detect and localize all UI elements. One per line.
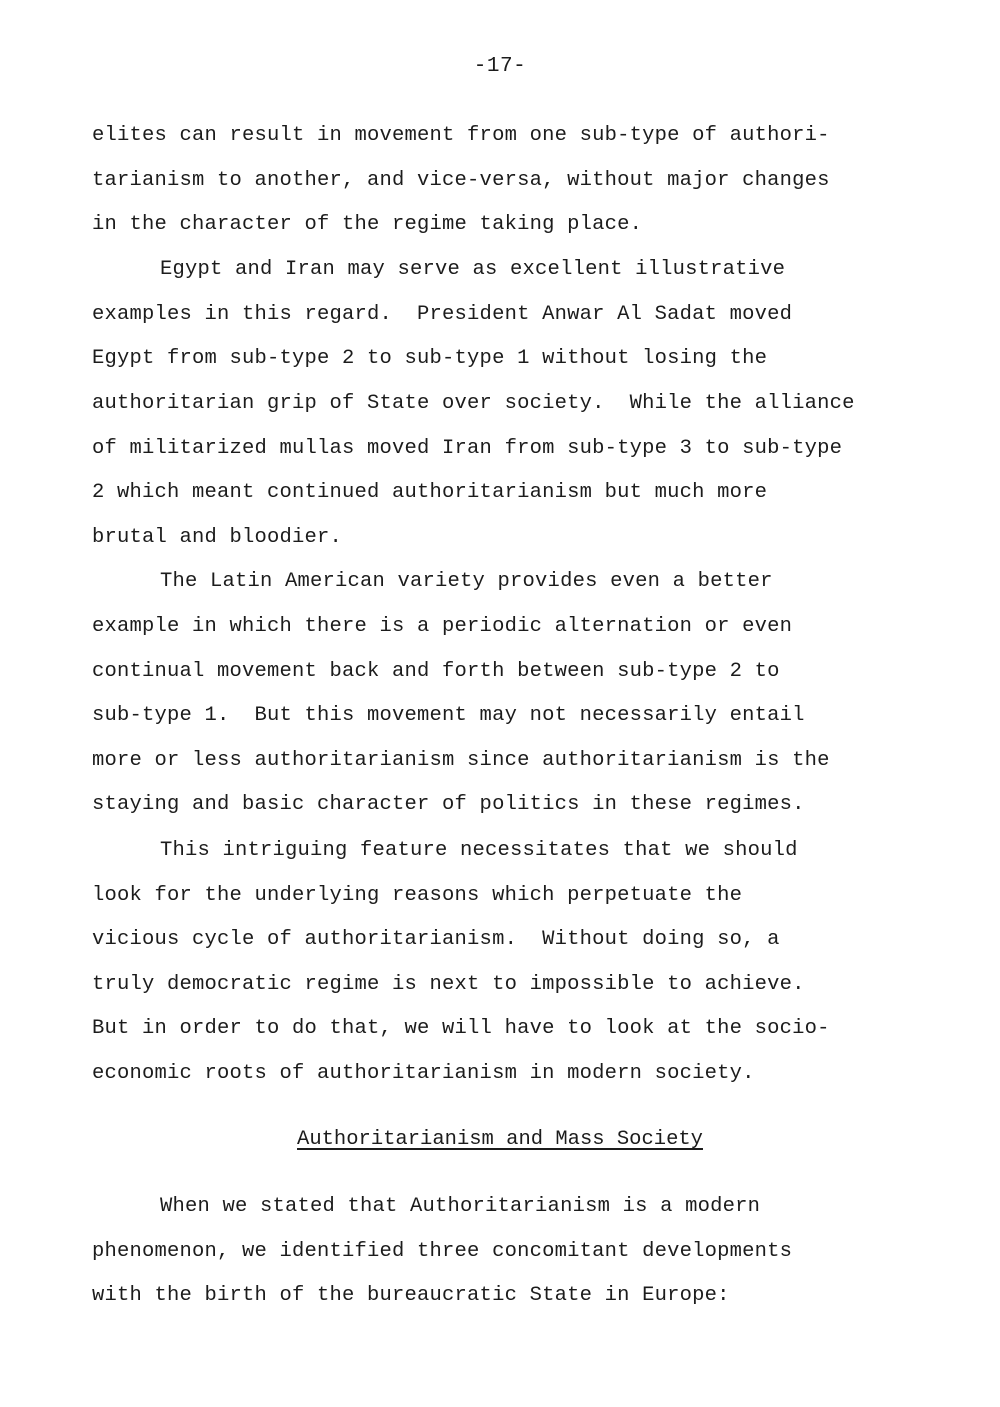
paragraph-4-line-6: economic roots of authoritarianism in modern society. xyxy=(92,1062,755,1085)
paragraph-4-line-3: vicious cycle of authoritarianism. Without doing so, a xyxy=(92,928,780,951)
paragraph-4-line-5: But in order to do that, we will have to look at the socio- xyxy=(92,1017,830,1040)
section-paragraph-line-2: phenomenon, we identified three concomitant developments xyxy=(92,1240,793,1263)
paragraph-2-line-4: authoritarian grip of State over society. While the alliance xyxy=(92,392,855,415)
section-paragraph-line-3: with the birth of the bureaucratic State in Europe: xyxy=(92,1284,730,1307)
paragraph-3-line-1: The Latin American variety provides even a better xyxy=(160,570,773,593)
paragraph-2-line-6: 2 which meant continued authoritarianism but much more xyxy=(92,481,768,504)
paragraph-2-line-5: of militarized mullas moved Iran from sub-type 3 to sub-type xyxy=(92,437,843,460)
page-number: -17- xyxy=(473,55,527,78)
paragraph-4-line-2: look for the underlying reasons which perpetuate the xyxy=(92,884,743,907)
paragraph-1-line-1: elites can result in movement from one sub-type of authori- xyxy=(92,124,830,147)
paragraph-3-line-6: staying and basic character of politics in these regimes. xyxy=(92,793,805,816)
paragraph-1-line-3: in the character of the regime taking place. xyxy=(92,213,643,236)
section-heading xyxy=(0,1128,1000,1151)
paragraph-3-line-3: continual movement back and forth between sub-type 2 to xyxy=(92,660,780,683)
paragraph-4-line-1: This intriguing feature necessitates that we should xyxy=(160,839,798,862)
paragraph-1-line-2: tarianism to another, and vice-versa, without major changes xyxy=(92,169,830,192)
paragraph-2-line-1: Egypt and Iran may serve as excellent illustrative xyxy=(160,258,786,281)
paragraph-3-line-5: more or less authoritarianism since authoritarianism is the xyxy=(92,749,830,772)
paragraph-4-line-4: truly democratic regime is next to impossible to achieve. xyxy=(92,973,805,996)
section-paragraph-line-1: When we stated that Authoritarianism is a modern xyxy=(160,1195,761,1218)
paragraph-3-line-4: sub-type 1. But this movement may not necessarily entail xyxy=(92,704,805,727)
paragraph-2-line-7: brutal and bloodier. xyxy=(92,526,343,549)
section-heading-text: Authoritarianism and Mass Society xyxy=(297,1128,703,1151)
paragraph-2-line-3: Egypt from sub-type 2 to sub-type 1 without losing the xyxy=(92,347,768,370)
paragraph-3-line-2: example in which there is a periodic alternation or even xyxy=(92,615,793,638)
paragraph-2-line-2: examples in this regard. President Anwar Al Sadat moved xyxy=(92,303,793,326)
